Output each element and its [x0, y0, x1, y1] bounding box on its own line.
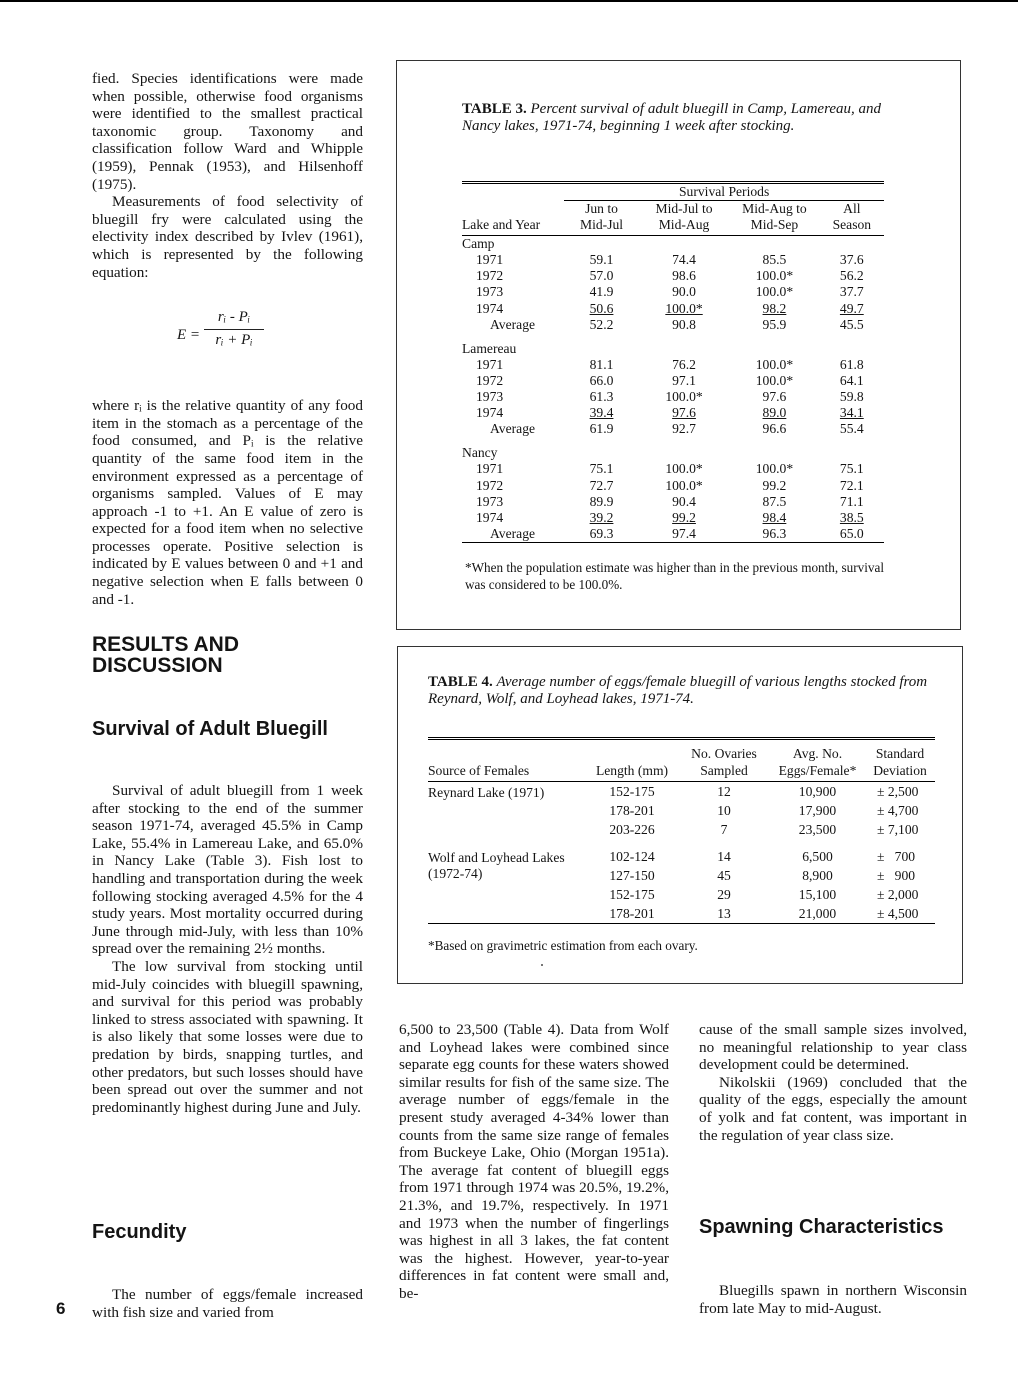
average-row [462, 526, 884, 543]
year-cell: 1972 [476, 372, 504, 388]
table-row [462, 389, 884, 405]
fecundity-heading: Fecundity [92, 1221, 187, 1243]
ovaries-cell: 29 [717, 886, 731, 902]
table-row [428, 904, 935, 924]
table-row [462, 373, 884, 389]
value-cell: 41.9 [589, 284, 614, 300]
length-cell: 127-150 [609, 867, 655, 883]
lake-name: Lamereau [462, 340, 517, 356]
table4 [428, 737, 935, 924]
year-cell: 1973 [476, 284, 504, 300]
value-cell: 85.5 [762, 252, 787, 268]
average-value: 65.0 [820, 526, 884, 543]
spacer-row [462, 437, 884, 445]
page-number: 6 [56, 1299, 66, 1318]
table-row [462, 494, 884, 510]
body-paragraph: Survival of adult bluegill from 1 week after stocking to the end of the summer season 1971-74, averaged 45.5% in Camp Lake, 55.4% in Lamereau Lake, and 65.0% in Nancy Lake (Table 3). Fish lost to handling and transportation during the week following stocking averaged 4.5% for the 4 study years. Most mortality occurred during June through mid-July, with less than 10% spread over the remaining 2½ months. [92, 782, 363, 958]
length-cell: 152-175 [609, 783, 655, 799]
table-row [462, 300, 884, 316]
right-column [699, 1021, 967, 1144]
year-cell: 1973 [476, 389, 504, 405]
value-cell: 99.2 [672, 509, 696, 525]
length-cell: 178-201 [609, 802, 655, 818]
average-label: Average [462, 526, 564, 543]
value-cell: 100.0* [755, 268, 794, 284]
average-value: 95.9 [762, 316, 787, 332]
value-cell: 76.2 [672, 356, 696, 372]
length-cell: 102-124 [609, 848, 655, 864]
column-header: Length (mm) [586, 739, 678, 782]
value-cell: 72.1 [839, 477, 864, 493]
value-cell: 100.0* [665, 389, 703, 405]
table-row [462, 252, 884, 268]
value-cell: 81.1 [589, 356, 614, 372]
value-cell: 98.2 [762, 300, 787, 316]
value-cell: 34.1 [839, 405, 864, 421]
table4-header-row [428, 739, 935, 782]
body-paragraph: The number of eggs/female increased with fish size and varied from [92, 1286, 363, 1321]
column-header: Mid-Aug to Mid-Sep [729, 201, 819, 236]
value-cell: 37.6 [839, 252, 864, 268]
column-header: Jun to Mid-Jul [564, 201, 639, 236]
table-row [462, 510, 884, 526]
spacer-row [462, 333, 884, 341]
value-cell: 99.2 [762, 477, 787, 493]
middle-column [399, 1021, 669, 1303]
table-row [462, 461, 884, 477]
eggs-cell: 21,000 [798, 905, 837, 921]
ovaries-cell: 14 [717, 848, 731, 864]
equation-numerator: rᵢ - Pᵢ [204, 309, 264, 330]
eggs-cell: 15,100 [798, 886, 837, 902]
table-row [462, 477, 884, 493]
table3-footnote: *When the population estimate was higher than in the previous month, survival was considered to be 100.0%. [465, 560, 884, 592]
average-value: 69.3 [564, 526, 639, 543]
table-row [428, 782, 935, 802]
body-paragraph: cause of the small sample sizes involved, no meaningful relationship to year class development could be determined. [699, 1021, 967, 1074]
value-cell: 64.1 [839, 372, 864, 388]
table3-caption [462, 101, 887, 135]
sd-cell: ± 700 [877, 848, 916, 864]
ovaries-cell: 10 [717, 802, 731, 818]
ovaries-cell: 13 [717, 905, 731, 921]
table3-group-header-row [462, 183, 884, 201]
year-cell: 1971 [476, 356, 504, 372]
value-cell: 97.6 [762, 389, 787, 405]
value-cell: 87.5 [762, 493, 787, 509]
value-cell: 75.1 [589, 461, 614, 477]
value-cell: 100.0* [665, 477, 703, 493]
average-value: 96.6 [762, 421, 787, 437]
value-cell: 97.6 [672, 405, 696, 421]
table3-header-row [462, 201, 884, 236]
eggs-cell: 10,900 [798, 783, 837, 799]
lake-name-row [462, 341, 884, 357]
column-header: Mid-Jul to Mid-Aug [639, 201, 729, 236]
sd-cell: ± 7,100 [877, 821, 919, 837]
value-cell: 61.3 [589, 389, 614, 405]
value-cell: 38.5 [839, 509, 864, 525]
body-paragraph: Measurements of food selectivity of bluegill fry were calculated using the electivity index described by Ivlev (1961), which is represented by the following equation: [92, 193, 363, 281]
year-cell: 1972 [476, 268, 504, 284]
lake-name: Nancy [462, 445, 498, 461]
table4-caption-text: Average number of eggs/female bluegill of various lengths stocked from Reynard, Wolf, and Loyhead lakes, 1971-74. [428, 674, 928, 707]
body-paragraph: 6,500 to 23,500 (Table 4). Data from Wolf and Loyhead lakes were combined since separate egg counts for these waters showed similar results for fish of the same size. The average number of eggs/female in the present study averaged 4-34% lower than counts from the same size range of females from Buckeye Lake, Ohio (Morgan 1951a). The average fat content of bluegill eggs from 1971 through 1974 was 20.5%, 19.2%, 21.3%, and 19.7%, respectively. In 1971 and 1973 when the number of fingerlings was highest in all 3 lakes, the fat content was the highest. However, year-to-year differences in fat content were small and, be- [399, 1021, 669, 1302]
table-row [462, 284, 884, 300]
lake-name-row [462, 236, 884, 253]
sd-cell: ± 2,500 [877, 783, 919, 799]
survival-text [92, 782, 363, 1116]
year-cell: 1974 [476, 300, 504, 316]
lake-name-row [462, 445, 884, 461]
table3-label: TABLE 3. [462, 101, 527, 117]
value-cell: 74.4 [672, 252, 696, 268]
sd-cell: ± 4,700 [877, 802, 919, 818]
page-top-rule [0, 0, 1018, 2]
value-cell: 37.7 [839, 284, 864, 300]
value-cell: 90.4 [672, 493, 696, 509]
spacer-cell [462, 333, 884, 341]
body-paragraph: Nikolskii (1969) concluded that the quality of the eggs, especially the amount of yolk and fat content, was important in the regulation of year class size. [699, 1073, 967, 1144]
value-cell: 66.0 [589, 372, 614, 388]
column-header: All Season [820, 201, 884, 236]
value-cell: 89.9 [589, 493, 614, 509]
body-paragraph: fied. Species identifications were made when possible, otherwise food organisms were identified to the smallest practical taxonomic group. Taxonomy and classification follow Ward and Whipple (1959), Pennak (1953), and Hilsenhoff (1975). [92, 70, 363, 193]
value-cell: 90.0 [672, 284, 696, 300]
average-value: 61.9 [589, 421, 614, 437]
value-cell: 39.2 [589, 509, 614, 525]
average-label: Average [490, 421, 536, 437]
value-cell: 72.7 [589, 477, 614, 493]
column-header: Standard Deviation [865, 739, 935, 782]
value-cell: 100.0* [755, 372, 794, 388]
value-cell: 98.4 [762, 509, 787, 525]
value-cell: 71.1 [839, 493, 864, 509]
table3-caption-text: Percent survival of adult bluegill in Camp, Lamereau, and Nancy lakes, 1971-74, beginning 1 week after stocking. [462, 101, 882, 134]
average-value: 45.5 [839, 316, 864, 332]
sd-cell: ± 4,500 [877, 905, 919, 921]
year-cell: 1972 [476, 477, 504, 493]
spacer-cell [462, 437, 884, 445]
value-cell: 50.6 [589, 300, 614, 316]
length-cell: 203-226 [609, 821, 655, 837]
table-row [428, 820, 935, 839]
sd-cell: ± 2,000 [877, 886, 919, 902]
table4-box [397, 646, 963, 984]
body-paragraph: where rᵢ is the relative quantity of any food item in the stomach as a percentage of the food consumed, and Pᵢ is the relative quantity of the same food item in the environment expressed as a percentage of organisms sampled. Values of E may approach -1 to +1. An E value of zero is expected for a food item when no selective processes operate. Positive selection is indicated by E values between 0 and +1 and negative selection when E falls between 0 and -1. [92, 397, 363, 608]
table3 [462, 181, 884, 543]
year-cell: 1973 [476, 493, 504, 509]
spawning-heading: Spawning Characteristics [699, 1216, 944, 1238]
average-value: 92.7 [672, 421, 696, 437]
survival-periods-header: Survival Periods [564, 183, 884, 201]
results-heading: RESULTS AND DISCUSSION [92, 633, 239, 677]
eggs-cell: 8,900 [802, 867, 833, 883]
table-row [462, 357, 884, 373]
year-cell: 1974 [476, 405, 504, 421]
spacer-row [428, 839, 935, 847]
spacer-cell [428, 839, 935, 847]
value-cell: 100.0* [755, 284, 794, 300]
survival-heading: Survival of Adult Bluegill [92, 718, 328, 740]
table4-label: TABLE 4. [428, 674, 493, 690]
equation-fraction [204, 309, 264, 349]
average-value: 55.4 [839, 421, 864, 437]
body-paragraph: The low survival from stocking until mid-July coincides with bluegill spawning, and survival for this period was probably linked to stress associated with spawning. It is also likely that some losses were due to predation by birds, snapping turtles, and other predators, but such losses should have been spread out over the summer and not predominantly highest during June and July. [92, 957, 363, 1116]
empty-cell [428, 885, 586, 904]
column-header: Avg. No. Eggs/Female* [770, 739, 865, 782]
sd-cell: ± 900 [877, 867, 916, 883]
value-cell: 56.2 [839, 268, 864, 284]
length-cell: 178-201 [609, 905, 655, 921]
value-cell: 59.1 [589, 252, 614, 268]
fecundity-text [92, 1286, 363, 1321]
ovaries-cell: 7 [720, 821, 728, 837]
table4-caption [428, 674, 928, 708]
average-value: 97.4 [639, 526, 729, 543]
column-header: No. Ovaries Sampled [678, 739, 770, 782]
ovaries-cell: 12 [717, 783, 731, 799]
table-row [428, 885, 935, 904]
table-row [462, 405, 884, 421]
year-cell: 1971 [476, 461, 504, 477]
equation-lhs: E = [177, 327, 201, 344]
average-value: 90.8 [672, 316, 696, 332]
table-row [462, 268, 884, 284]
stray-mark [541, 964, 543, 966]
average-row [462, 317, 884, 333]
value-cell: 39.4 [589, 405, 614, 421]
table-row [428, 847, 935, 866]
table4-footnote: *Based on gravimetric estimation from each ovary. [428, 938, 698, 953]
column-header: Lake and Year [462, 201, 564, 236]
empty-cell [428, 904, 586, 924]
left-column [92, 70, 363, 608]
equation-denominator: rᵢ + Pᵢ [215, 331, 253, 348]
value-cell: 75.1 [839, 461, 864, 477]
source-cell: Reynard Lake (1971) [428, 785, 545, 800]
value-cell: 97.1 [672, 372, 696, 388]
value-cell: 89.0 [762, 405, 787, 421]
value-cell: 100.0* [665, 461, 703, 477]
average-value: 52.2 [589, 316, 614, 332]
average-row [462, 421, 884, 437]
ovaries-cell: 45 [717, 867, 731, 883]
average-label: Average [490, 316, 536, 332]
year-cell: 1971 [476, 252, 504, 268]
spawning-text [699, 1282, 967, 1317]
value-cell: 59.8 [839, 389, 864, 405]
source-cell: Wolf and Loyhead Lakes (1972-74) [428, 850, 565, 881]
empty-cell [428, 820, 586, 839]
eggs-cell: 23,500 [798, 821, 837, 837]
eggs-cell: 17,900 [798, 802, 837, 818]
value-cell: 100.0* [755, 461, 794, 477]
value-cell: 61.8 [839, 356, 864, 372]
empty-cell [462, 183, 564, 201]
electivity-equation [92, 309, 363, 367]
table3-box [396, 60, 961, 630]
column-header: Source of Females [428, 739, 586, 782]
value-cell: 100.0* [665, 300, 703, 316]
eggs-cell: 6,500 [802, 848, 833, 864]
lake-name: Camp [462, 236, 495, 252]
value-cell: 100.0* [755, 356, 794, 372]
year-cell: 1974 [476, 509, 504, 525]
value-cell: 57.0 [589, 268, 614, 284]
value-cell: 49.7 [839, 300, 864, 316]
body-paragraph: Bluegills spawn in northern Wisconsin from late May to mid-August. [699, 1282, 967, 1317]
value-cell: 98.6 [672, 268, 696, 284]
average-value: 96.3 [729, 526, 819, 543]
length-cell: 152-175 [609, 886, 655, 902]
